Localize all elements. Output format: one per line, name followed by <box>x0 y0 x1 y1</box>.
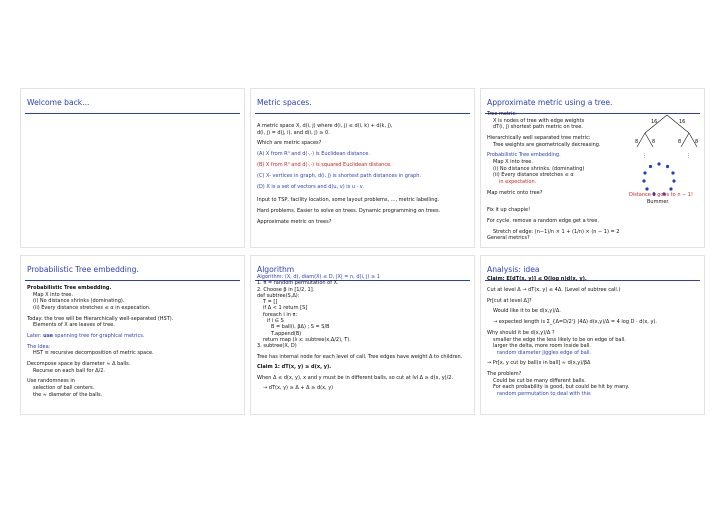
text-line: (ii) Every distance stretches ≤ α <box>493 172 574 179</box>
text-line: Use randomness in <box>27 378 75 385</box>
slide-prob-tree-embedding <box>20 255 245 415</box>
ellipsis: ⋮ <box>642 153 647 159</box>
option-c: (C) X- vertices in graph, d(i, j) is shortest path distances in graph. <box>257 172 421 179</box>
title-rule <box>25 113 240 114</box>
ellipsis: ⋮ <box>686 153 691 159</box>
text-line: Tree has internal node for each level of call. Tree edges have weight Δ to children. <box>257 353 463 360</box>
text-line: Algorithm: (X, d), diam(X) ≤ D, |X| = n, d(i, j) ≥ 1 <box>257 274 380 280</box>
text-line: smaller the edge the less likely to be on edge of ball. <box>493 336 626 343</box>
text-line: When Δ ≤ d(x, y), x and y must be in different balls, so cut at lvl Δ ≥ d(x, y)/2. <box>257 374 454 381</box>
text-line: Decompose space by diameter ≈ Δ balls. <box>27 361 131 368</box>
text-line: (ii) Every distance stretches ≤ α in expecation. <box>33 304 151 311</box>
text-line: 1. π = random permutation of X. <box>257 280 339 287</box>
edge-weight: 16 <box>651 119 658 125</box>
text-line: B = ball(i, βΔ) ; S = S/B <box>271 324 330 331</box>
edge-weight: 8 <box>635 139 639 145</box>
text-line: Hard problems. Easier to solve on trees. Dynamic programming on trees. <box>257 207 441 214</box>
slide-algorithm <box>250 255 475 415</box>
text-line: Claim 1: dT(x, y) ≥ d(x, y). <box>257 364 332 371</box>
text-line: Map metric onto tree? <box>487 189 543 196</box>
text-line: random diameter jiggles edge of ball. <box>497 349 592 356</box>
slide-title: Welcome back... <box>27 98 90 107</box>
text-span: use <box>43 332 54 339</box>
slide-title: Metric spaces. <box>257 98 312 107</box>
slide-metric-spaces <box>250 88 475 248</box>
slide-title: Probabilistic Tree embedding. <box>27 265 139 274</box>
text-line: The Idea: <box>27 343 51 350</box>
text-line: in expectation. <box>499 178 537 185</box>
text-line <box>27 333 239 340</box>
text-line: Hierarchically well separated tree metric: <box>487 134 591 141</box>
distance-note: Distance 1 goes to n − 1! <box>629 192 694 198</box>
text-line: For cycle. remove a random edge get a tree. <box>487 217 599 224</box>
text-line: d(i, j) = d(j, i), and d(i, j) ≥ 0. <box>257 129 330 136</box>
text-line: 3. subtree(X, D) <box>257 343 297 350</box>
text-line: (i) No distance shrinks. (dominating) <box>493 165 585 172</box>
slide-title: Analysis: idea <box>487 265 540 274</box>
bummer-note: Bummer. <box>647 199 670 205</box>
text-line: → expected length is Σ_{Δ=D/2ⁱ} (4Δ) d(x,y)/Δ = 4 log D · d(x, y). <box>493 319 657 326</box>
text-line: HST ≡ recursive decomposition of metric space. <box>33 350 154 357</box>
edge-weight: 8 <box>695 139 699 145</box>
text-line: A metric space X, d(i, j) where d(i, j) ≤ d(i, k) + d(k, j), <box>257 123 393 129</box>
text-line: Tree weights are geometrically decreasing. <box>493 141 601 148</box>
text-line: dT(i, j) shortest path metric on tree. <box>493 124 583 131</box>
text-line: if Δ < 1 return [S] <box>263 305 308 312</box>
text-line: Map X into tree. <box>493 158 533 165</box>
text-line: Stretch of edge: (n−1)/n × 1 + (1/n) × (n − 1) = 2 <box>493 228 620 235</box>
slide-welcome <box>20 88 245 248</box>
text-line: if i ∈ S <box>267 318 284 325</box>
text-line: Fix it up chappie! <box>487 207 531 213</box>
text-line: Which are metric spaces? <box>257 140 322 147</box>
text-line: Why should it be d(x,y)/Δ ? <box>487 329 555 336</box>
text-line: Elements of X are leaves of tree. <box>33 322 115 329</box>
text-line: the ≈ diameter of the balls. <box>33 391 103 398</box>
text-line: Cut at level Δ → dT(x, y) ≤ 4Δ. (Level of subtree call.) <box>487 286 621 293</box>
text-line: Today: the tree will be Hierarchically well-separated (HST). <box>27 315 174 322</box>
text-line: Map X into tree. <box>33 291 73 298</box>
text-line: larger the delta, more room inside ball. <box>493 343 592 350</box>
hst-tree-diagram <box>631 111 703 159</box>
slide-title: Algorithm <box>257 265 295 274</box>
text-line: def subtree(S,Δ): <box>257 292 300 299</box>
text-line: 2. Choose β in [1/2, 1]. <box>257 286 315 293</box>
text-line: Probabilistic Tree embedding. <box>487 152 561 159</box>
text-span: Later: <box>27 332 44 339</box>
text-line: Approximate metric on trees? <box>257 218 332 225</box>
text-span: spanning tree for graphical metrics. <box>53 332 145 339</box>
text-line: Claim: E[dT(x, y)] ≤ O(log n)d(x, y). <box>487 276 587 282</box>
text-line: T = [] <box>263 299 278 306</box>
text-line: For each probability is good, but could be hit by many. <box>493 384 630 391</box>
text-line: General metrics? <box>487 235 530 242</box>
slide-approx-metric-tree <box>480 88 705 248</box>
edge-weight: 16 <box>679 119 686 125</box>
slide-title: Approximate metric using a tree. <box>487 98 613 107</box>
option-a: (A) X from Rᵈ and d(·,·) is Euclidean distance. <box>257 151 370 158</box>
slide-analysis-idea <box>480 255 705 415</box>
text-line: return map (λ x: subtree(x,Δ/2), T). <box>263 336 351 343</box>
text-line: Pr[cut at level Δ]? <box>487 297 532 304</box>
text-line: The problem? <box>487 371 522 378</box>
text-line: Could be cut be many different balls. <box>493 377 586 384</box>
text-line: → Pr[x, y cut by ball(x in ball] ≈ d(x,y)/βΔ <box>487 360 591 367</box>
edge-weight: 8 <box>678 139 682 145</box>
text-line: Recurse on each ball for Δ/2. <box>33 367 105 374</box>
text-line: Tree metric: <box>487 111 517 117</box>
text-line: Would like it to be d(x,y)/Δ. <box>493 308 561 315</box>
option-b: (B) X from Rᵈ and d(·,·) is squared Euclidean distance. <box>257 161 392 168</box>
text-line: Input to TSP, facility location, some layout problems, ..., metric labelling. <box>257 197 440 204</box>
title-rule <box>255 113 470 114</box>
text-line: → dT(x, y) ≥ Δ + Δ ≥ d(x, y) <box>263 385 334 392</box>
text-line: foreach i in π: <box>263 311 298 318</box>
text-line: T.append(B) <box>271 330 302 337</box>
title-rule <box>25 280 240 281</box>
text-line: (i) No distance shrinks (dominating). <box>33 298 125 305</box>
edge-weight: 8 <box>652 139 656 145</box>
text-line: X is nodes of tree with edge weights <box>493 117 585 124</box>
text-line: Probabilistic Tree embedding. <box>27 285 112 291</box>
text-line: random permutation to deal with this <box>497 391 591 398</box>
text-line: selection of ball centers. <box>33 385 95 392</box>
option-d: (D) X is a set of vectors and d(u, v) is u · v. <box>257 183 364 190</box>
